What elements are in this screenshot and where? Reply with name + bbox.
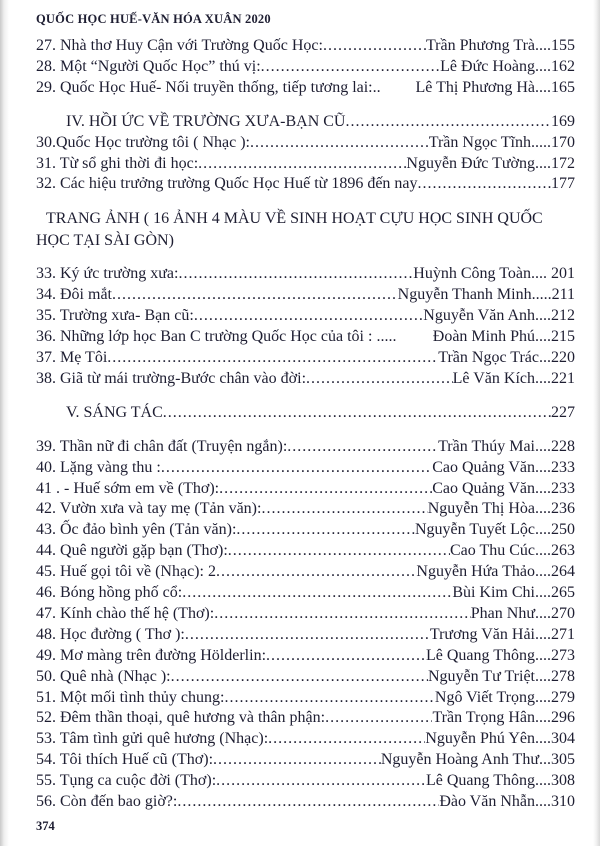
toc-entry	[36, 541, 575, 562]
entry-author-page: 169	[551, 112, 575, 130]
entry-author-page: Cao Quảng Văn....233	[432, 458, 575, 476]
dot-leader	[182, 583, 452, 604]
entry-author-page: Đoàn Minh Phú....215	[432, 328, 575, 346]
entry-author-page: Nguyễn Tư Triệt....278	[427, 667, 575, 685]
dot-leader	[418, 174, 551, 195]
table-of-contents	[36, 36, 575, 813]
dot-leader	[261, 499, 427, 520]
dot-leader	[177, 792, 439, 813]
toc-entry	[36, 688, 575, 709]
entry-title: 38. Giã từ mái trường-Bước chân vào đời:	[36, 369, 307, 387]
dot-leader	[266, 646, 426, 667]
toc-entry	[36, 154, 575, 175]
running-header: QUỐC HỌC HUẾ-VĂN HÓA XUÂN 2020	[36, 12, 271, 26]
entry-title: 54. Tôi thích Huế cũ (Thơ):	[36, 751, 214, 769]
dot-leader	[306, 369, 453, 390]
entry-author-page: Lê Thị Phương Hà....165	[415, 78, 575, 96]
dot-leader	[261, 57, 440, 78]
entry-author-page: Nguyễn Hoàng Anh Thư...305	[380, 751, 575, 769]
dot-leader	[250, 133, 429, 154]
entry-title: 28. Một “Người Quốc Học” thú vị:	[36, 57, 261, 75]
dot-leader	[224, 688, 434, 709]
toc-entry	[36, 437, 575, 458]
dot-leader	[216, 771, 426, 792]
dot-leader	[216, 562, 416, 583]
entry-author-page: Trương Văn Hải....271	[429, 625, 575, 643]
entry-author-page: Trần Ngọc Trác...220	[438, 348, 575, 366]
entry-title: 53. Tâm tình gửi quê hương (Nhạc):	[36, 730, 269, 748]
toc-entry	[36, 583, 575, 604]
entry-author-page: Nguyễn Văn Anh....212	[423, 307, 575, 325]
entry-title: 41 . - Huế sớm em về (Thơ):	[36, 479, 220, 497]
entry-title: V. SÁNG TÁC	[66, 403, 163, 421]
dot-leader	[161, 458, 432, 479]
entry-title: 35. Trường xưa- Bạn cũ:	[36, 307, 194, 325]
toc-entry	[36, 348, 575, 369]
entry-author-page: Nguyễn Thanh Minh.....211	[397, 286, 575, 304]
dot-leader	[178, 264, 413, 285]
entry-title: 33. Ký ức trường xưa:	[36, 265, 179, 283]
entry-title: 47. Kính chào thế hệ (Thơ):	[36, 604, 215, 622]
entry-title: 34. Đôi mắt	[36, 286, 112, 304]
toc-entry	[36, 369, 575, 390]
toc-entry	[36, 78, 575, 99]
toc-entry	[36, 562, 575, 583]
entry-author-page: Nguyễn Đức Tường....172	[406, 154, 575, 172]
entry-title: 56. Còn đến bao giờ?:	[36, 793, 178, 811]
entry-title: 36. Những lớp học Ban C trường Quốc Học của tôi : .....	[36, 328, 397, 346]
toc-entry	[36, 771, 575, 792]
toc-entry	[36, 327, 575, 348]
entry-title: 45. Huế gọi tôi về (Nhạc): 2	[36, 563, 216, 581]
toc-entry	[36, 285, 575, 306]
entry-author-page: 227	[551, 403, 575, 421]
entry-title: 55. Tụng ca cuộc đời (Thơ):	[36, 772, 217, 790]
dot-leader	[194, 306, 423, 327]
entry-title: 46. Bóng hồng phố cổ:	[36, 584, 183, 602]
dot-leader	[287, 437, 438, 458]
entry-title: 51. Một mối tình thủy chung:	[36, 688, 225, 706]
dot-leader	[325, 708, 432, 729]
entry-title: 42. Vườn xưa và tay mẹ (Tản văn):	[36, 500, 262, 518]
toc-entry	[36, 264, 575, 285]
toc-entry	[36, 174, 575, 195]
entry-author-page: 177	[551, 175, 575, 193]
entry-author-page: Trần Ngọc Tĩnh.....170	[428, 133, 575, 151]
entry-author-page: Lê Quang Thông....308	[425, 772, 575, 790]
dot-leader	[112, 285, 398, 306]
entry-author-page: Trần Thúy Mai....228	[438, 437, 575, 455]
entry-title: 52. Đêm thần thoại, quê hương và thân phận:	[36, 709, 326, 727]
entry-author-page: Lê Quang Thông....273	[425, 646, 575, 664]
entry-author-page: Bùi Kim Chi....265	[452, 584, 575, 602]
entry-title: 39. Thần nữ đi chân đất (Truyện ngắn):	[36, 437, 288, 455]
entry-title: 43. Ốc đảo bình yên (Tản văn):	[36, 521, 237, 539]
toc-entry	[36, 57, 575, 78]
entry-title: 48. Học đường ( Thơ ):	[36, 625, 185, 643]
toc-entry	[36, 729, 575, 750]
entry-title: IV. HỒI ỨC VỀ TRƯỜNG XƯA-BẠN CŨ	[66, 112, 346, 130]
toc-entry	[36, 133, 575, 154]
dot-leader	[228, 541, 450, 562]
dot-leader	[219, 479, 432, 500]
entry-author-page: Ngô Viết Trọng....279	[434, 688, 575, 706]
entry-author-page: Cao Quảng Văn....233	[432, 479, 575, 497]
toc-entry	[36, 708, 575, 729]
entry-author-page: Lê Văn Kích....221	[452, 369, 575, 387]
dot-leader	[213, 750, 381, 771]
entry-title: 44. Quê người gặp bạn (Thơ):	[36, 542, 228, 560]
entry-title: 49. Mơ màng trên đường Hölderlin:	[36, 646, 267, 664]
entry-title: 30.Quốc Học trường tôi ( Nhạc ):	[36, 133, 250, 151]
toc-entry	[36, 667, 575, 688]
dot-leader	[323, 36, 426, 57]
entry-author-page: Lê Đức Hoàng....162	[440, 57, 575, 75]
toc-entry	[36, 499, 575, 520]
toc-entry	[36, 750, 575, 771]
toc-section-heading	[36, 208, 575, 251]
dot-leader	[163, 403, 551, 424]
entry-title: 29. Quốc Học Huế- Nối truyền thống, tiếp tương lai:..	[36, 78, 381, 96]
toc-entry	[36, 306, 575, 327]
entry-title: 50. Quê nhà (Nhạc ):	[36, 667, 171, 685]
entry-author-page: Huỳnh Công Toàn.... 201	[413, 265, 575, 283]
toc-entry	[36, 36, 575, 57]
toc-section-heading	[36, 403, 575, 424]
dot-leader	[198, 154, 406, 175]
entry-title: 37. Mẹ Tôi	[36, 348, 108, 366]
dot-leader	[268, 729, 425, 750]
dot-leader	[236, 520, 415, 541]
dot-leader	[214, 604, 471, 625]
entry-author-page: Đào Văn Nhẫn....310	[439, 793, 575, 811]
dot-leader	[345, 112, 551, 133]
toc-entry	[36, 479, 575, 500]
entry-title: 27. Nhà thơ Huy Cận với Trường Quốc Học:	[36, 37, 323, 54]
entry-title: 32. Các hiệu trưởng trường Quốc Học Huế từ 1896 đến nay	[36, 175, 418, 193]
toc-entry	[36, 458, 575, 479]
page-number: 374	[36, 819, 55, 833]
entry-author-page: Cao Thu Cúc....263	[449, 542, 575, 560]
entry-title: TRANG ẢNH ( 16 ẢNH 4 MÀU VỀ SINH HOẠT CỰU HỌC SINH QUỐC HỌC TẠI SÀI GÒN)	[36, 210, 543, 249]
entry-author-page: Nguyễn Phú Yên....304	[425, 730, 575, 748]
toc-entry	[36, 520, 575, 541]
entry-author-page: Trần Trọng Hân....296	[432, 709, 575, 727]
entry-author-page: Nguyễn Tuyết Lộc....250	[415, 521, 575, 539]
entry-title: 40. Lặng vàng thu :	[36, 458, 161, 476]
entry-author-page: Nguyễn Thị Hòa....236	[427, 500, 575, 518]
dot-leader	[185, 625, 430, 646]
toc-section-heading	[36, 112, 575, 133]
entry-author-page: Phan Như....270	[470, 604, 575, 622]
entry-author-page: Nguyễn Hứa Thảo....264	[416, 563, 575, 581]
toc-entry	[36, 646, 575, 667]
dot-leader	[171, 667, 428, 688]
entry-author-page: Trần Phương Trà....155	[425, 37, 575, 54]
dot-leader	[107, 348, 438, 369]
toc-entry	[36, 792, 575, 813]
entry-title: 31. Từ sổ ghi thời đi học:	[36, 154, 199, 172]
toc-entry	[36, 604, 575, 625]
toc-entry	[36, 625, 575, 646]
